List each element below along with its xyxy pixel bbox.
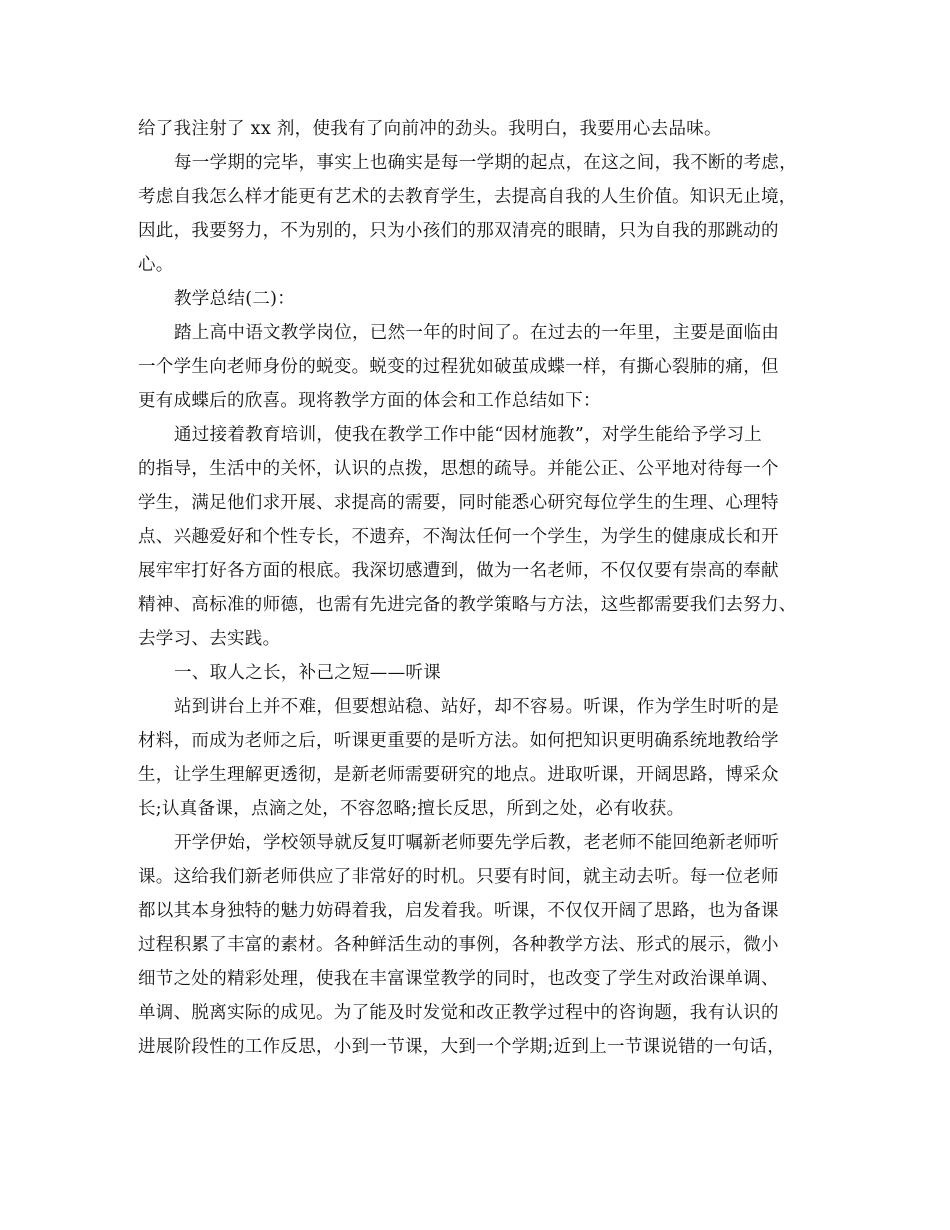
text-line: 一个学生向老师身份的蜕变。蜕变的过程犹如破茧成蝶一样，有撕心裂肺的痛，但 xyxy=(138,357,779,377)
text-line: 踏上高中语文教学岗位，已然一年的时间了。在过去的一年里，主要是面临由 xyxy=(174,323,780,343)
text-line: 通过接着教育培训，使我在教学工作中能“因材施教”，对学生能给予学习上 xyxy=(174,425,763,445)
text-line: 过程积累了丰富的素材。各种鲜活生动的事例，各种教学方法、形式的展示，微小 xyxy=(138,935,779,955)
text-line: 去学习、去实践。 xyxy=(138,629,281,649)
text-line: 都以其本身独特的魅力妨碍着我，启发着我。听课，不仅仅开阔了思路，也为备课 xyxy=(138,901,779,921)
text-line: 心。 xyxy=(138,255,174,275)
text-line: 生，让学生理解更透彻，是新老师需要研究的地点。进取听课，开阔思路，博采众 xyxy=(138,765,779,785)
text-line: 材料，而成为老师之后，听课更重要的是听方法。如何把知识更明确系统地教给学 xyxy=(138,731,779,751)
text-line: 课。这给我们新老师供应了非常好的时机。只要有时间，就主动去听。每一位老师 xyxy=(138,867,779,887)
text-line: 每一学期的完毕，事实上也确实是每一学期的起点，在这之间，我不断的考虑， xyxy=(174,153,797,173)
text-line: 开学伊始，学校领导就反复叮嘱新老师要先学后教，老老师不能回绝新老师听 xyxy=(174,833,780,853)
text-line: 点、兴趣爱好和个性专长，不遗弃，不淘汰任何一个学生，为学生的健康成长和开 xyxy=(138,527,779,547)
text-line: 学生，满足他们求开展、求提高的需要，同时能悉心研究每位学生的生理、心理特 xyxy=(138,493,779,513)
text-line: 站到讲台上并不难，但要想站稳、站好，却不容易。听课，作为学生时听的是 xyxy=(174,697,780,717)
text-line: 一、取人之长，补己之短——听课 xyxy=(174,663,441,683)
text-line: 更有成蝶后的欣喜。现将教学方面的体会和工作总结如下： xyxy=(138,391,601,411)
text-line: 单调、脱离实际的成见。为了能及时发觉和改正教学过程中的咨询题，我有认识的 xyxy=(138,1003,779,1023)
text-line: 的指导，生活中的关怀，认识的点拨，思想的疏导。并能公正、公平地对待每一个 xyxy=(138,459,779,479)
text-line: 长;认真备课，点滴之处，不容忽略;擅长反思，所到之处，必有收获。 xyxy=(138,799,685,819)
text-line: 细节之处的精彩处理，使我在丰富课堂教学的同时，也改变了学生对政治课单调、 xyxy=(138,969,779,989)
text-line: 教学总结(二)： xyxy=(174,289,296,309)
text-line: 给了我注射了 xx 剂，使我有了向前冲的劲头。我明白，我要用心去品味。 xyxy=(138,119,722,139)
text-line: 展牢牢打好各方面的根底。我深切感遭到，做为一名老师，不仅仅要有崇高的奉献 xyxy=(138,561,779,581)
text-line: 精神、高标准的师德，也需有先进完备的教学策略与方法，这些都需要我们去努力、 xyxy=(138,595,797,615)
text-line: 考虑自我怎么样才能更有艺术的去教育学生，去提高自我的人生价值。知识无止境， xyxy=(138,187,797,207)
text-line: 因此，我要努力，不为别的，只为小孩们的那双清亮的眼睛，只为自我的那跳动的 xyxy=(138,221,779,241)
document-page xyxy=(138,112,828,1064)
text-line: 进展阶段性的工作反思，小到一节课，大到一个学期;近到上一节课说错的一句话， xyxy=(138,1037,785,1057)
